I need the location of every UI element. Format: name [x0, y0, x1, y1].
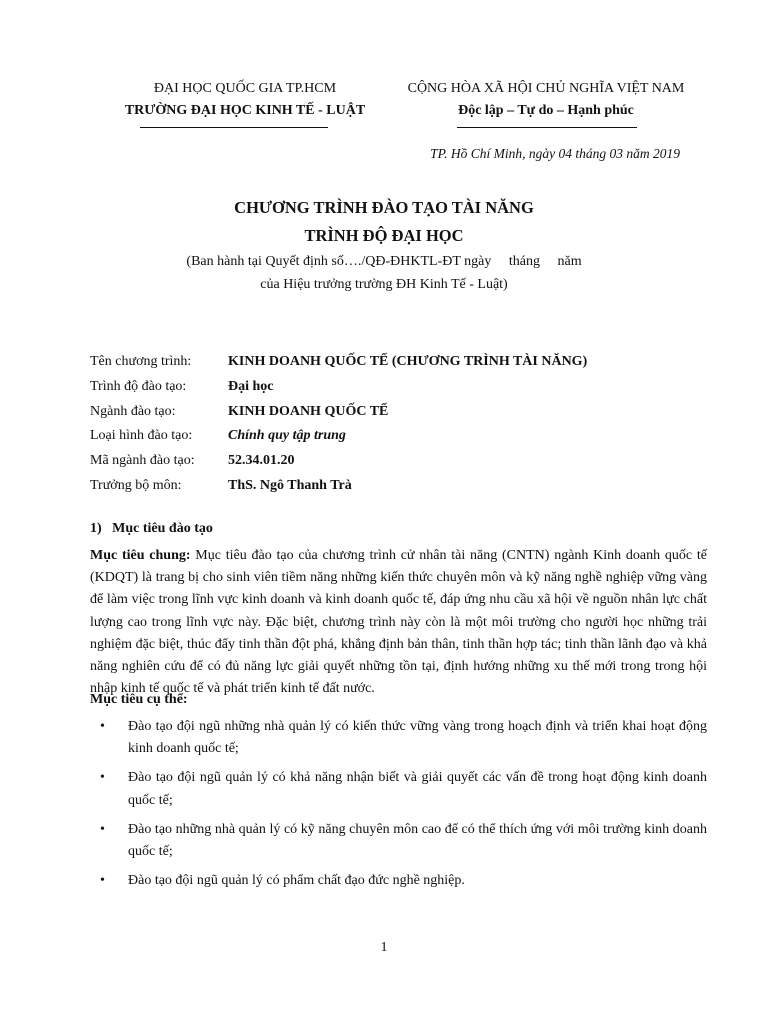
list-item: [100, 767, 707, 811]
list-item-text: Đào tạo đội ngũ quản lý có phẩm chất đạo đức nghề nghiệp.: [128, 873, 465, 889]
info-label: Trình độ đào tạo:: [90, 379, 187, 395]
section-heading: 1) Mục tiêu đào tạo: [90, 521, 213, 536]
header-right-underline: [457, 127, 637, 128]
document-subtitle: TRÌNH ĐỘ ĐẠI HỌC: [304, 226, 464, 245]
university-name: ĐẠI HỌC QUỐC GIA TP.HCM: [153, 81, 337, 96]
general-objective-text: Mục tiêu đào tạo của chương trình cử nhân tài năng (CNTN) ngành Kinh doanh quốc tế (KDQT) là trang bị cho sinh viên tiềm năng những kiến thức chuyên môn và kỹ năng nghề nghiệp vững vàng để làm việc trong lĩnh vực kinh doanh và kinh doanh quốc tế, đáp ứng nhu cầu xã hội về nguồn nhân lực chất lượng cao trong lĩnh vực này. Đặc biệt, chương trình này còn là một môi trường cho người học những trải nghiệm đặc biệt, thúc đẩy tinh thần đột phá, khẳng định bản thân, tinh thần hợp tác; tinh thần lãnh đạo và khả năng nghiên cứu để có đủ năng lực giải quyết những tồn tại, định hướng những xu thế mới trong trong hội nhập kinh tế quốc tế và phát triển kinh tế đất nước.: [90, 548, 707, 697]
header-right: [396, 78, 696, 122]
info-row: [90, 375, 690, 400]
info-row: [90, 449, 690, 474]
info-row: [90, 473, 690, 498]
motto: Độc lập – Tự do – Hạnh phúc: [458, 103, 634, 118]
program-info: [90, 350, 690, 498]
list-item: [100, 870, 707, 892]
info-label: Loại hình đào tạo:: [90, 428, 193, 444]
list-item: [100, 716, 707, 760]
info-label: Mã ngành đào tạo:: [90, 453, 195, 469]
page-number: 1: [380, 940, 388, 955]
country-name: CỘNG HÒA XÃ HỘI CHỦ NGHĨA VIỆT NAM: [407, 81, 685, 96]
info-label: Ngành đào tạo:: [90, 403, 176, 419]
info-label: Trưởng bộ môn:: [90, 477, 182, 493]
list-item-text: Đào tạo những nhà quản lý có kỹ năng chuyên môn cao để có thể thích ứng với môi trường kinh doanh quốc tế;: [128, 821, 707, 860]
info-row: [90, 399, 690, 424]
info-row: [90, 350, 690, 375]
general-objective-label: Mục tiêu chung:: [90, 548, 191, 563]
header-left-underline: [140, 127, 328, 128]
document-title: CHƯƠNG TRÌNH ĐÀO TẠO TÀI NĂNG: [234, 198, 534, 217]
info-value: ThS. Ngô Thanh Trà: [228, 477, 352, 493]
objective-list: [100, 716, 707, 899]
decision-note-line1: (Ban hành tại Quyết định số…./QĐ-ĐHKTL-ĐT ngày tháng năm: [186, 254, 582, 269]
school-name: TRƯỜNG ĐẠI HỌC KINH TẾ - LUẬT: [124, 103, 366, 118]
info-value: 52.34.01.20: [228, 453, 295, 469]
info-value: KINH DOANH QUỐC TẾ: [228, 403, 389, 419]
decision-note-line2: của Hiệu trưởng trường ĐH Kinh Tế - Luật): [260, 277, 508, 292]
bullet-icon: •: [100, 821, 105, 837]
bullet-icon: •: [100, 770, 105, 786]
date-line: TP. Hồ Chí Minh, ngày 04 tháng 03 năm 2019: [430, 146, 680, 161]
info-row: [90, 424, 690, 449]
info-value: Đại học: [228, 379, 274, 395]
bullet-icon: •: [100, 873, 105, 889]
list-item-text: Đào tạo đội ngũ quản lý có khả năng nhận biết và giải quyết các vấn đề trong hoạt động kinh doanh quốc tế;: [128, 770, 707, 808]
info-value: KINH DOANH QUỐC TẾ (CHƯƠNG TRÌNH TÀI NĂNG): [228, 354, 588, 370]
info-value: Chính quy tập trung: [228, 428, 346, 444]
list-item-text: Đào tạo đội ngũ những nhà quản lý có kiến thức vững vàng trong hoạch định và triển khai hoạt động kinh doanh quốc tế;: [128, 719, 707, 757]
info-label: Tên chương trình:: [90, 354, 192, 370]
list-item: [100, 819, 707, 863]
bullet-icon: •: [100, 719, 105, 734]
general-objective-paragraph: [90, 545, 707, 700]
specific-objective-label: Mục tiêu cụ thể:: [90, 692, 188, 707]
header-left: [90, 78, 400, 122]
